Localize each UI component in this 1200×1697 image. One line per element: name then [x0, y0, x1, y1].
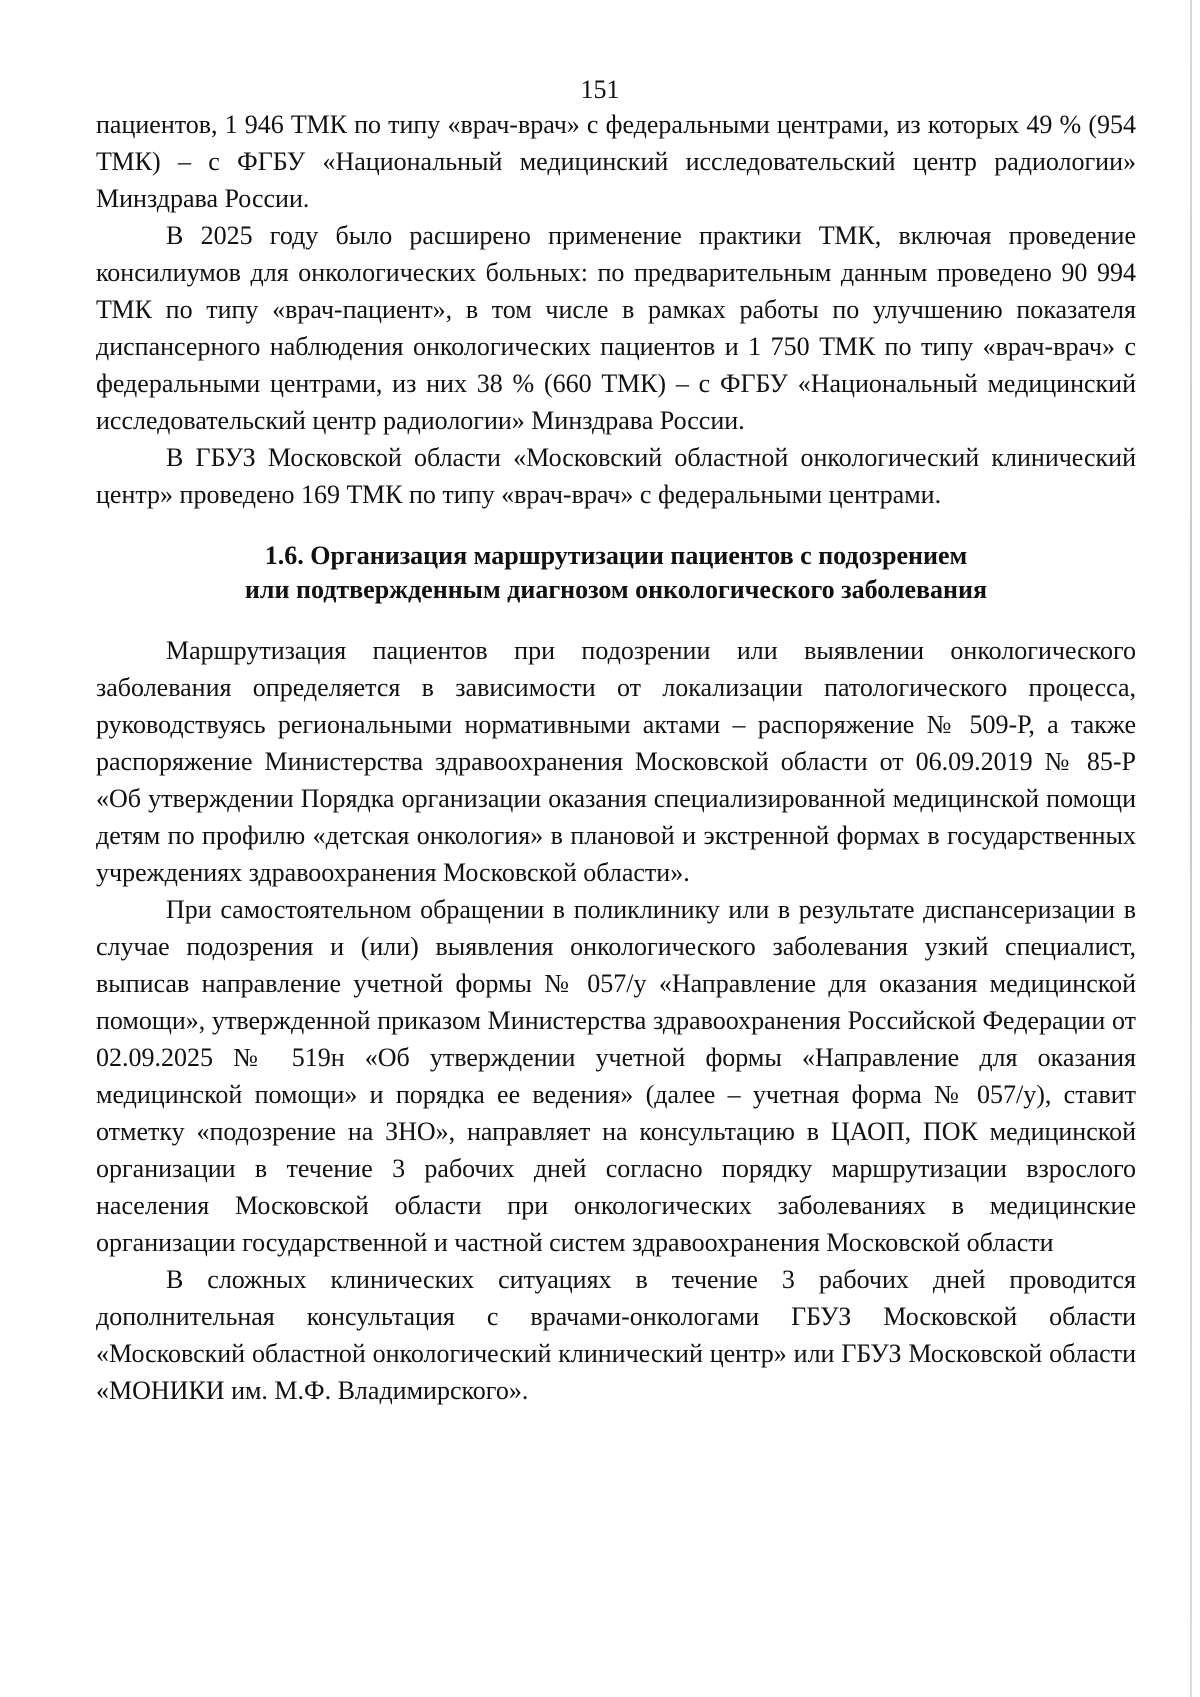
- paragraph-continuation: пациентов, 1 946 ТМК по типу «врач-врач» с федеральными центрами, из которых 49 % (954 ТМК) – с ФГБУ «Национальный медицинский исследовательский центр радиологии» Минздрава России.: [96, 110, 1136, 213]
- section-heading: [96, 539, 1136, 607]
- paragraph-regional-center: В ГБУЗ Московской области «Московский областной онкологический клинический центр» проведено 169 ТМК по типу «врач-врач» с федеральными центрами.: [96, 443, 1136, 509]
- document-body: [96, 106, 1136, 1409]
- page-edge-line: [1190, 0, 1192, 1697]
- page-number: 151: [580, 75, 620, 104]
- section-heading-line-1: 1.6. Организация маршрутизации пациентов с подозрением: [264, 541, 968, 570]
- paragraph-self-referral: При самостоятельном обращении в поликлинику или в результате диспансеризации в случае подозрения и (или) выявления онкологического заболевания узкий специалист, выписав направление учетной формы № 057/у «Направление для оказания медицинской помощи», утвержденной приказом Министерства здравоохранения Российской Федерации от 02.09.2025 № 519н «Об утверждении учетной формы «Направление для оказания медицинской помощи» и порядка ее ведения» (далее – учетная форма № 057/у), ставит отметку «подозрение на ЗНО», направляет на консультацию в ЦАОП, ПОК медицинской организации в течение 3 рабочих дней согласно порядку маршрутизации взрослого населения Московской области при онкологических заболеваниях в медицинские организации государственной и частной систем здравоохранения Московской области: [96, 895, 1136, 1257]
- section-heading-line-2: или подтвержденным диагнозом онкологического заболевания: [244, 575, 988, 604]
- paragraph-complex-cases: В сложных клинических ситуациях в течение 3 рабочих дней проводится дополнительная консультация с врачами-онкологами ГБУЗ Московской области «Московский областной онкологический клинический центр» или ГБУЗ Московской области «МОНИКИ им. М.Ф. Владимирского».: [96, 1265, 1136, 1405]
- paragraph-routing: Маршрутизация пациентов при подозрении или выявлении онкологического заболевания определяется в зависимости от локализации патологического процесса, руководствуясь региональными нормативными актами – распоряжение № 509-Р, а также распоряжение Министерства здравоохранения Московской области от 06.09.2019 № 85-Р «Об утверждении Порядка организации оказания специализированной медицинской помощи детям по профилю «детская онкология» в плановой и экстренной формах в государственных учреждениях здравоохранения Московской области».: [96, 636, 1136, 887]
- paragraph-tmk-2025: В 2025 году было расширено применение практики ТМК, включая проведение консилиумов для онкологических больных: по предварительным данным проведено 90 994 ТМК по типу «врач-пациент», в том числе в рамках работы по улучшению показателя диспансерного наблюдения онкологических пациентов и 1 750 ТМК по типу «врач-врач» с федеральными центрами, из них 38 % (660 ТМК) – с ФГБУ «Национальный медицинский исследовательский центр радиологии» Минздрава России.: [96, 221, 1136, 435]
